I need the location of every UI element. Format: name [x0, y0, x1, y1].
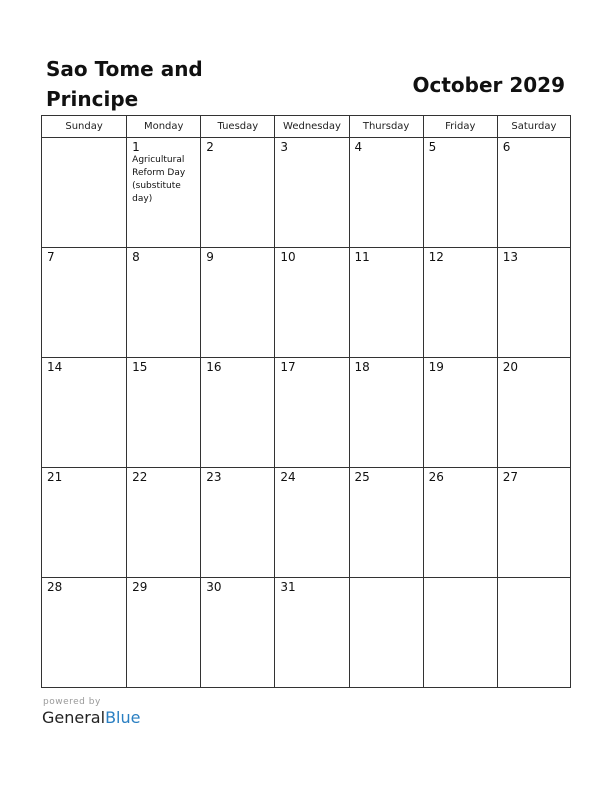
day-cell	[42, 468, 127, 578]
day-cell	[349, 468, 423, 578]
week-row	[42, 578, 571, 688]
day-number: 21	[47, 470, 63, 484]
day-cell	[423, 138, 497, 248]
weekday-wednesday: Wednesday	[275, 116, 349, 138]
day-cell	[275, 358, 349, 468]
day-number: 17	[280, 360, 296, 374]
day-cell	[349, 358, 423, 468]
day-cell	[201, 248, 275, 358]
day-cell	[201, 468, 275, 578]
day-number: 11	[354, 250, 370, 264]
week-row	[42, 468, 571, 578]
day-cell	[423, 248, 497, 358]
day-number: 23	[206, 470, 222, 484]
day-number: 25	[354, 470, 370, 484]
day-number: 7	[47, 250, 55, 264]
day-cell	[201, 578, 275, 688]
month-title: October 2029	[412, 73, 565, 97]
holiday-label: Agricultural Reform Day (substitute day)	[132, 155, 186, 204]
day-cell	[42, 358, 127, 468]
empty-day-cell	[349, 578, 423, 688]
day-cell	[275, 578, 349, 688]
day-number: 8	[132, 250, 140, 264]
day-number: 4	[354, 140, 363, 154]
weekday-sunday: Sunday	[42, 116, 127, 138]
week-row	[42, 138, 571, 248]
day-number: 24	[280, 470, 296, 484]
day-number: 27	[502, 470, 519, 484]
empty-day-cell	[42, 138, 127, 248]
powered-by-label: powered by	[43, 697, 101, 707]
day-number: 29	[132, 580, 148, 594]
day-cell	[127, 248, 201, 358]
empty-day-cell	[423, 578, 497, 688]
weekday-friday: Friday	[423, 116, 497, 138]
day-cell	[42, 248, 127, 358]
calendar-grid	[41, 115, 571, 688]
day-number: 22	[132, 470, 148, 484]
day-number: 1	[132, 140, 140, 154]
day-cell	[497, 468, 570, 578]
day-number: 12	[428, 250, 444, 264]
day-number: 20	[502, 360, 519, 374]
day-number: 6	[502, 140, 511, 154]
day-number: 2	[206, 140, 214, 154]
weekday-tuesday: Tuesday	[201, 116, 275, 138]
day-number: 15	[132, 360, 148, 374]
day-cell	[497, 358, 570, 468]
day-number: 28	[47, 580, 63, 594]
weekday-saturday: Saturday	[497, 116, 570, 138]
day-number: 19	[428, 360, 444, 374]
day-number: 5	[428, 140, 437, 154]
day-number: 16	[206, 360, 222, 374]
empty-day-cell	[497, 578, 570, 688]
generalblue-logo[interactable]	[42, 708, 140, 728]
day-cell	[201, 138, 275, 248]
day-number: 3	[280, 140, 289, 154]
week-row	[42, 248, 571, 358]
weekday-thursday: Thursday	[349, 116, 423, 138]
day-number: 14	[47, 360, 63, 374]
day-cell	[497, 138, 570, 248]
day-cell	[127, 468, 201, 578]
day-cell	[349, 248, 423, 358]
day-number: 9	[206, 250, 214, 264]
day-number: 13	[502, 250, 519, 264]
week-row	[42, 358, 571, 468]
day-cell	[42, 578, 127, 688]
logo-blue-text: Blue	[105, 708, 141, 727]
country-title: Sao Tome and Principe	[46, 57, 203, 111]
weekday-monday: Monday	[127, 116, 201, 138]
day-cell	[497, 248, 570, 358]
calendar-body	[42, 138, 571, 688]
day-number: 18	[354, 360, 370, 374]
day-cell	[201, 358, 275, 468]
day-number: 26	[428, 470, 444, 484]
day-cell	[275, 468, 349, 578]
logo-general-text: General	[42, 708, 106, 727]
day-cell	[349, 138, 423, 248]
weekday-header-row	[42, 116, 571, 138]
day-number: 31	[280, 580, 296, 594]
day-cell	[127, 578, 201, 688]
day-cell	[423, 468, 497, 578]
day-cell	[275, 248, 349, 358]
day-number: 30	[206, 580, 222, 594]
day-cell	[127, 358, 201, 468]
day-cell	[423, 358, 497, 468]
day-number: 10	[280, 250, 296, 264]
day-cell	[275, 138, 349, 248]
day-cell	[127, 138, 201, 248]
